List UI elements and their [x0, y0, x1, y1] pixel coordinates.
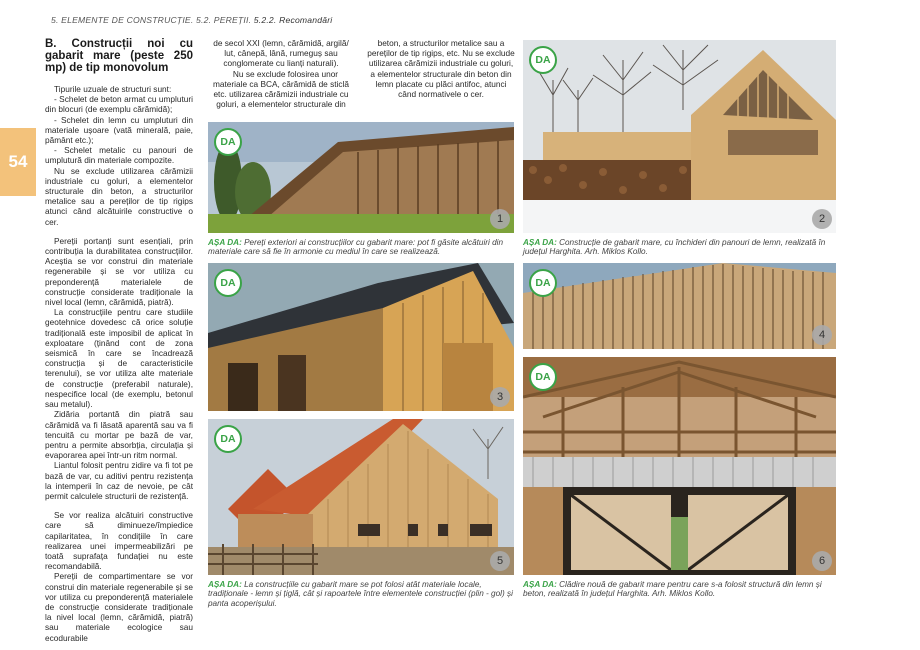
- badge-label: DA: [535, 371, 551, 383]
- photo-number: [490, 551, 510, 571]
- approved-badge: [529, 269, 557, 297]
- photo-number: [490, 209, 510, 229]
- photo-number-label: 1: [496, 213, 504, 225]
- caption-text: Construcție de gabarit mare, cu închideri din panouri de lemn, realizată în județul Harghita. Arh. Miklos Kollo.: [523, 238, 826, 257]
- caption-text: La construcțiile cu gabarit mare se pot folosi atât materiale locale, tradiționale - lemn și țiglă, cât și rapoartele între elementele construcției (plin - gol) și panta acoperișului.: [208, 580, 513, 608]
- caption-text: Clădire nouă de gabarit mare pentru care s-a folosit structură din lemn și beton, realizată în județul Harghita. Arh. Miklos Kollo.: [523, 580, 822, 599]
- approved-badge: [529, 46, 557, 74]
- list-item: - Schelet din lemn cu umpluturi din materiale ușoare (vată minerală, paie, pământ etc.);: [45, 114, 193, 146]
- badge-label: DA: [220, 136, 236, 148]
- badge-label: DA: [535, 54, 551, 66]
- photo-3: [208, 263, 514, 411]
- caption-label: AȘA DA:: [208, 238, 242, 247]
- photo-number-label: 3: [496, 391, 504, 403]
- photo-number-label: 2: [818, 213, 826, 225]
- text-column-3: [367, 38, 515, 99]
- paragraph: Liantul folosit pentru zidire va fi tot pe bază de var, cu aditivi pentru rezistența la intemperii în caz de nevoie, pe cât permit calculele structurii de rezistență.: [45, 460, 193, 501]
- caption-4: [523, 580, 836, 599]
- photo-4: [523, 263, 836, 349]
- page-number: 54: [8, 152, 28, 171]
- caption-label: AȘA DA:: [523, 580, 557, 589]
- approved-badge: [529, 363, 557, 391]
- badge-label: DA: [535, 277, 551, 289]
- header-subsection: 5.2.2. Recomandări: [253, 15, 333, 25]
- paragraph: Pereții de compartimentare se vor construi din materiale regenerabile și se vor utiliza cu preponderență materialele de construcție considerate tradiționale la nivel local (lemn, cărămidă, piatră) sau materiale ecologice sau ecodurabile: [45, 571, 193, 643]
- photo-number: [490, 387, 510, 407]
- list-item: - Schelet metalic cu panouri de umplutură din materiale compozite.: [45, 145, 193, 166]
- caption-label: AȘA DA:: [523, 238, 557, 247]
- paragraph: Zidăria portantă din piatră sau cărămidă va fi lăsată aparentă sau va fi tencuită cu mortar pe bază de var, pentru a permite absorbția, circulația și evaporarea apei într-un ritm normal.: [45, 409, 193, 461]
- paragraph: Pereții portanți sunt esențiali, prin contribuția la durabilitatea construcțiilor. Aceștia se vor construi din materiale regenerabile și se vor utiliza cu preponderență materialele de construcție considerate tradiționale la nivel local (lemn, cărămidă, piatră).: [45, 235, 193, 308]
- header-section: 5.2. PEREȚII.: [196, 15, 252, 25]
- page-number-tab: [0, 128, 36, 196]
- running-header: [51, 15, 332, 25]
- caption-1: [208, 238, 514, 257]
- section-title: B. Construcții noi cu gabarit mare (peste 250 mp) de tip monovolum: [45, 38, 193, 74]
- paragraph: La construcțiile pentru care studiile geotehnice dovedesc că orice soluție tradițională este imposibil de aplicat în exploatare (ținând cont de zona seismică în care se încadrează construcția și de caracteristicile terenului), se vor utiliza alte materiale de construcție (preferabil naturale), nespecifice local (de exemplu, betonul sau metalul).: [45, 307, 193, 410]
- photo-number-label: 5: [496, 555, 504, 567]
- paragraph: beton, a structurilor metalice sau a pereților de tip rigips, etc. Nu se exclude utilizarea cărămizii industriale cu goluri, a elementelor structurale din beton din lemn placate cu plăci antifoc, atunci când normativele o cer.: [367, 38, 515, 100]
- caption-3: [208, 580, 514, 608]
- photo-number: [812, 325, 832, 345]
- photo-1: [208, 122, 514, 233]
- paragraph: Nu se exclude folosirea unor materiale ca BCA, cărămidă de sticlă etc. utilizarea cărămizii industriale cu goluri, a elementelor structurale din: [212, 68, 350, 110]
- paragraph: Nu se exclude utilizarea cărămizii industriale cu goluri, a elementelor structurale din beton, a structurilor metalice sau a pereților de tip rigips atunci când alcătuirile constructive o cer.: [45, 165, 193, 227]
- paragraph: Se vor realiza alcătuiri constructive care să diminueze/împiedice capilaritatea, în condițiile în care realizarea unei impermeabilizări pe toată suprafața fundației nu este recomandabilă.: [45, 510, 193, 572]
- header-chapter: 5. ELEMENTE DE CONSTRUCȚIE.: [51, 15, 194, 25]
- caption-2: [523, 238, 836, 257]
- approved-badge: [214, 128, 242, 156]
- text-column-2: [207, 38, 355, 109]
- paragraph: Tipurile uzuale de structuri sunt:: [54, 84, 172, 94]
- photo-number-label: 4: [818, 329, 826, 341]
- text-column-1: [45, 38, 193, 643]
- photo-6: [523, 357, 836, 575]
- badge-label: DA: [220, 277, 236, 289]
- caption-text: Pereți exteriori ai construcțiilor cu gabarit mare: pot fi găsite alcătuiri din materiale care să fie în armonie cu mediul în care se realizează.: [208, 238, 504, 257]
- caption-label: AȘA DA:: [208, 580, 242, 589]
- photo-number-label: 6: [818, 555, 826, 567]
- paragraph: de secol XXI (lemn, cărămidă, argilă/ lut, cânepă, lână, rumeguș sau conglomerate cu lianți naturali).: [213, 38, 349, 69]
- approved-badge: [214, 425, 242, 453]
- photo-2: [523, 40, 836, 233]
- badge-label: DA: [220, 433, 236, 445]
- photo-5: [208, 419, 514, 575]
- approved-badge: [214, 269, 242, 297]
- photo-number: [812, 209, 832, 229]
- list-item: - Schelet de beton armat cu umpluturi din blocuri (de exemplu cărămidă);: [45, 94, 193, 115]
- photo-number: [812, 551, 832, 571]
